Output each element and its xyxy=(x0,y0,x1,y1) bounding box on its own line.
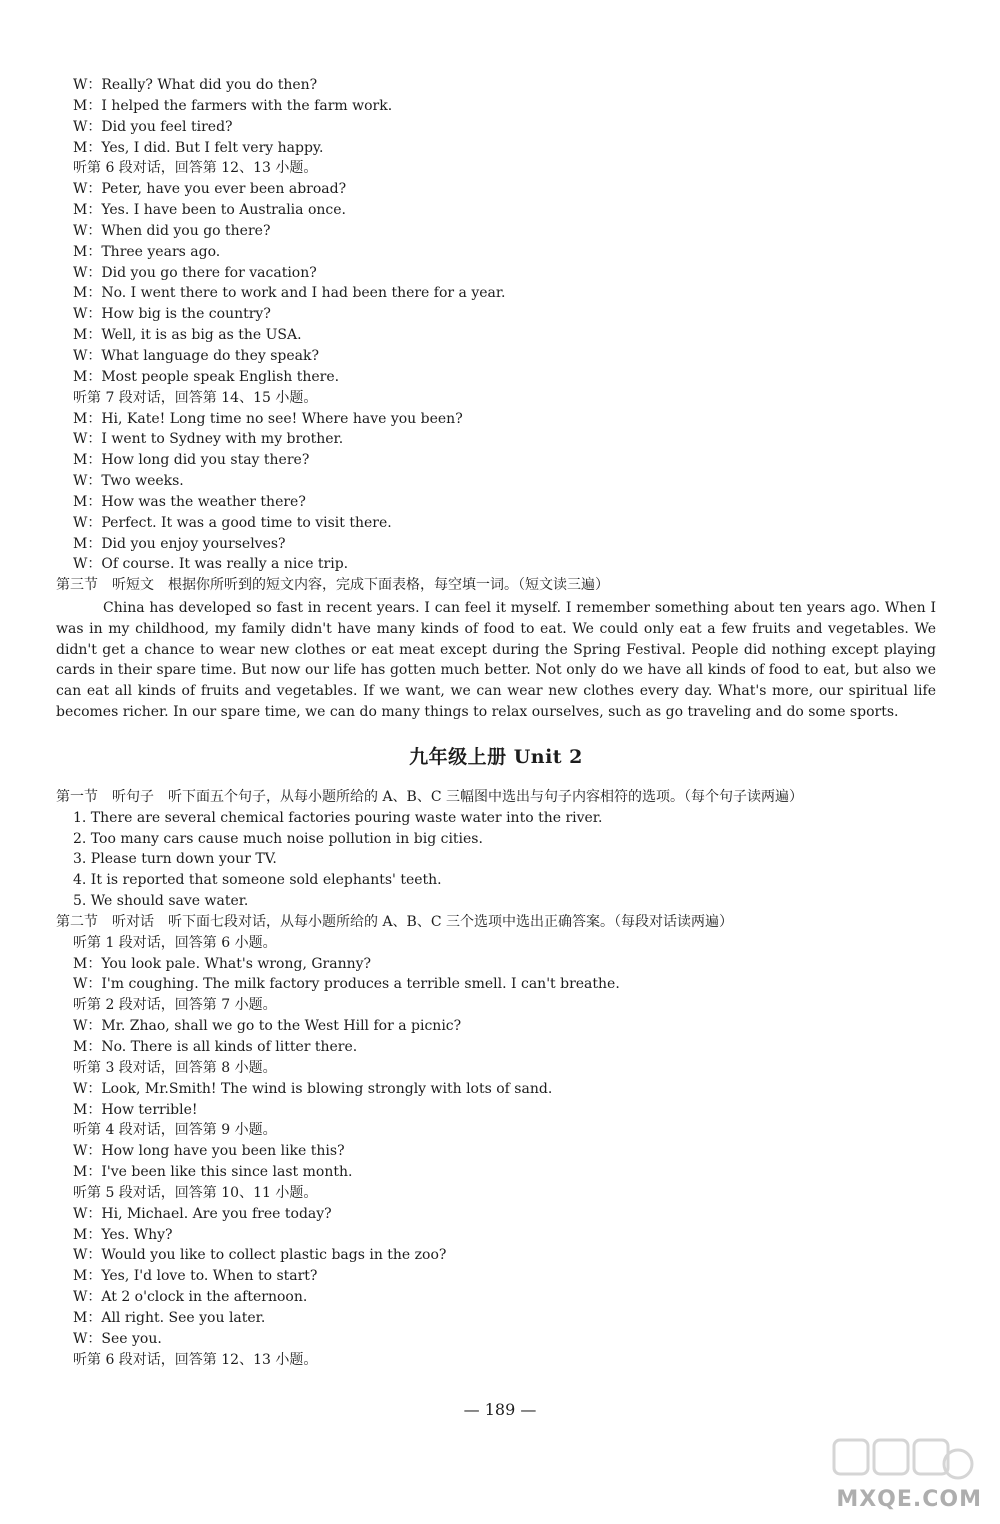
section-1-title: 第一节 听句子 听下面五个句子，从每小题所给的 A、B、C 三幅图中选出与句子内容相符的选项。（每个句子读两遍） xyxy=(56,788,804,805)
dialogue-line: M：Yes, I'd love to. When to start? xyxy=(73,1268,318,1285)
dialogue-6 xyxy=(56,179,936,387)
dialogue-line: W：At 2 o'clock in the afternoon. xyxy=(73,1289,308,1306)
dialogue-line: W：Mr. Zhao, shall we go to the West Hill for a picnic? xyxy=(73,1018,462,1035)
dialogue-line: W：I'm coughing. The milk factory produces a terrible smell. I can't breathe. xyxy=(73,976,620,993)
dialogue-line: M：No. There is all kinds of litter there. xyxy=(73,1039,358,1055)
u2-dialogue-1-header: 听第 1 段对话，回答第 6 小题。 xyxy=(73,934,277,951)
dialogue-line: M：Did you enjoy yourselves? xyxy=(73,535,286,552)
section-2-title: 第二节 听对话 听下面七段对话，从每小题所给的 A、B、C 三个选项中选出正确答案。（每段对话读两遍） xyxy=(56,913,734,930)
dialogue-line: M：Three years ago. xyxy=(73,243,221,260)
dialogue-line: M：How terrible! xyxy=(73,1101,198,1118)
dialogue-line: W：Look, Mr.Smith! The wind is blowing strongly with lots of sand. xyxy=(73,1080,553,1097)
dialogue-line: W：Peter, have you ever been abroad? xyxy=(73,181,347,198)
section-3-title: 第三节 听短文 根据你所听到的短文内容，完成下面表格，每空填一词。（短文读三遍） xyxy=(56,577,609,594)
page-content xyxy=(56,75,936,1371)
watermark-text: MXQE.COM xyxy=(836,1487,982,1512)
sentence-item: 3. Please turn down your TV. xyxy=(73,851,277,868)
dialogue-line: W：I went to Sydney with my brother. xyxy=(73,431,344,448)
u2-dialogue-4-header: 听第 4 段对话，回答第 9 小题。 xyxy=(73,1122,277,1139)
sentence-item: 5. We should save water. xyxy=(73,893,249,910)
dialogue-line: M：I helped the farmers with the farm work. xyxy=(73,97,393,114)
sentence-item: 4. It is reported that someone sold elephants' teeth. xyxy=(73,872,442,889)
dialogue-line: W：Would you like to collect plastic bags in the zoo? xyxy=(73,1247,447,1264)
dialogue-line: W：See you. xyxy=(73,1330,162,1347)
sentence-item: 2. Too many cars cause much noise pollution in big cities. xyxy=(73,830,483,847)
dialogue-line: M：Yes. I have been to Australia once. xyxy=(73,202,346,219)
dialogue-line: W：Really? What did you do then? xyxy=(73,77,318,93)
dialogue-line: M：Hi, Kate! Long time no see! Where have you been? xyxy=(73,410,463,427)
dialogue-7-header: 听第 7 段对话，回答第 14、15 小题。 xyxy=(73,389,318,406)
dialogue-line: M：Yes. Why? xyxy=(73,1226,173,1243)
dialogue-line: M：No. I went there to work and I had been there for a year. xyxy=(73,285,506,302)
passage-paragraph: China has developed so fast in recent years. I can feel it myself. I remember something about ten years ago. When I was in my childhood, my family didn't have many kinds of food to eat. We could only eat a few fruits and vegetables. We didn't get a chance to wear new clothes or eat meat except during the Spring Festival. People did nothing except playing cards in their spare time. But now our life has gotten much better. Not only do we have all kinds of food to eat, but also we can eat all kinds of fruits and vegetables. If we want, we can wear new clothes every day. What's more, our spiritual life becomes richer. In our spare time, we can do many things to relax ourselves, such as go traveling and do some sports. xyxy=(56,600,936,721)
u2-dialogue-2-header: 听第 2 段对话，回答第 7 小题。 xyxy=(73,997,277,1014)
dialogue-line: W：How big is the country? xyxy=(73,306,271,323)
page-number: — 189 — xyxy=(463,1400,537,1419)
dialogue-line: M：Well, it is as big as the USA. xyxy=(73,327,302,344)
sentence-item: 1. There are several chemical factories pouring waste water into the river. xyxy=(73,809,603,826)
dialogue-line: M：I've been like this since last month. xyxy=(73,1164,353,1181)
dialogue-line: W：Did you go there for vacation? xyxy=(73,264,317,281)
u2-dialogue-5-header: 听第 5 段对话，回答第 10、11 小题。 xyxy=(73,1184,318,1201)
dialogue-7 xyxy=(56,409,936,576)
dialogue-line: W：How long have you been like this? xyxy=(73,1143,345,1160)
dialogue-line: M：Yes, I did. But I felt very happy. xyxy=(73,139,324,156)
u2-dialogue-3-header: 听第 3 段对话，回答第 8 小题。 xyxy=(73,1059,277,1076)
dialogue-6-header: 听第 6 段对话，回答第 12、13 小题。 xyxy=(73,160,318,177)
dialogue-line: W：Of course. It was really a nice trip. xyxy=(73,556,349,573)
dialogue-5-continued xyxy=(56,75,936,158)
dialogue-line: W：Two weeks. xyxy=(73,473,184,490)
dialogue-line: M：How long did you stay there? xyxy=(73,452,310,469)
dialogue-line: W：Did you feel tired? xyxy=(73,118,233,135)
dialogue-line: W：Hi, Michael. Are you free today? xyxy=(73,1205,332,1222)
dialogue-line: M：Most people speak English there. xyxy=(73,368,340,385)
sentence-list xyxy=(56,808,936,912)
unit-title: 九年级上册 Unit 2 xyxy=(409,745,583,768)
dialogue-line: W：When did you go there? xyxy=(73,222,271,239)
u2-dialogue-6-header: 听第 6 段对话，回答第 12、13 小题。 xyxy=(73,1351,318,1368)
dialogue-line: M：How was the weather there? xyxy=(73,493,306,510)
dialogue-line: M：All right. See you later. xyxy=(73,1309,266,1326)
dialogue-line: W：Perfect. It was a good time to visit there. xyxy=(73,514,392,531)
dialogue-line: W：What language do they speak? xyxy=(73,347,319,364)
dialogue-line: M：You look pale. What's wrong, Granny? xyxy=(73,955,372,972)
